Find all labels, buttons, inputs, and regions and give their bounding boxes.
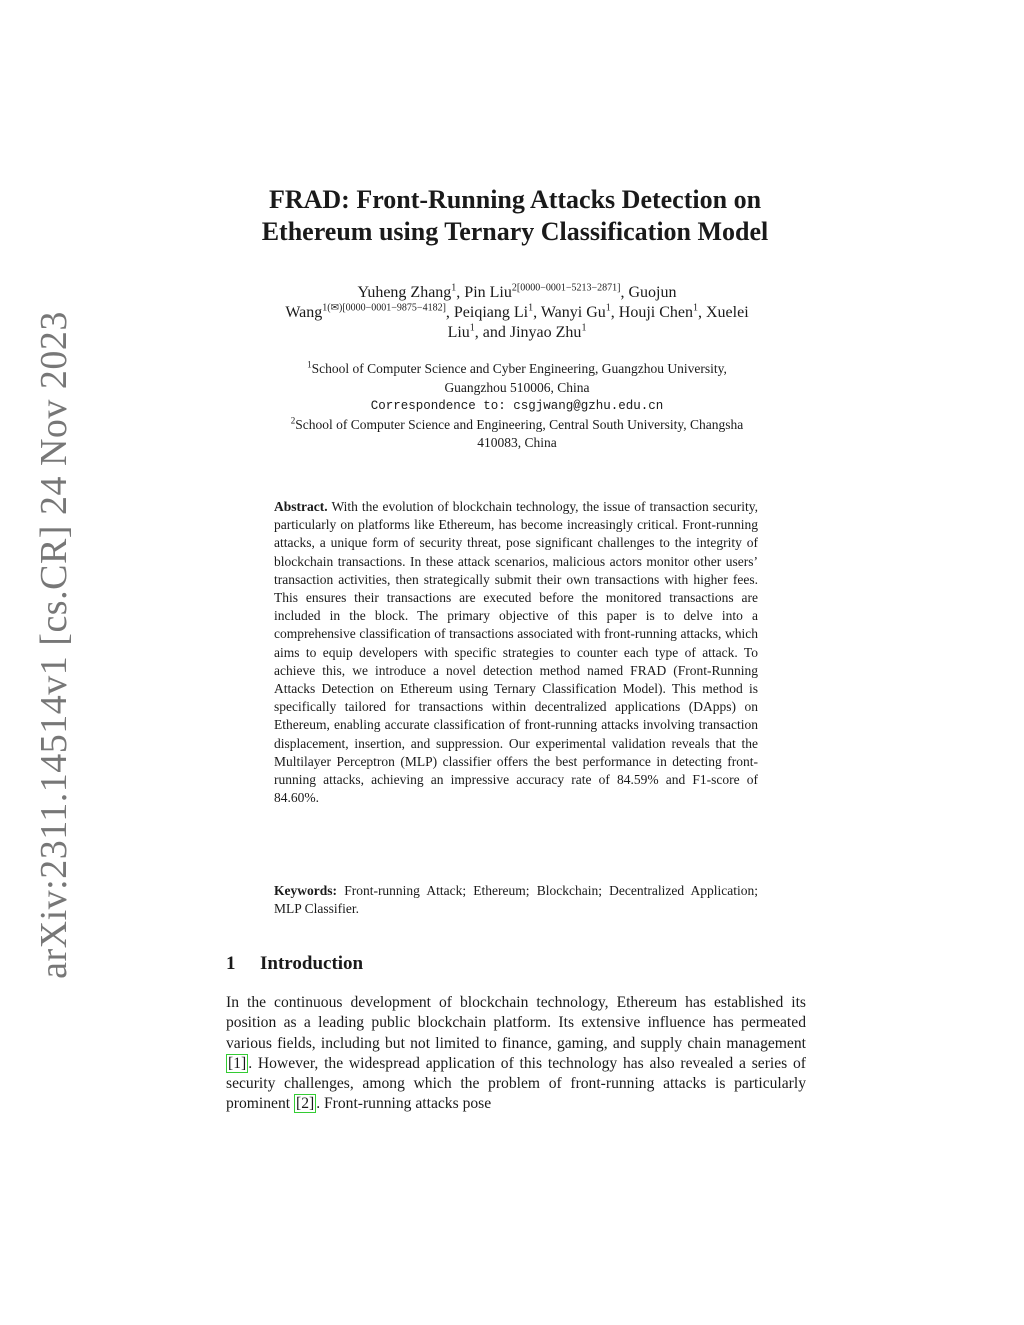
- author-name: Liu: [447, 324, 470, 341]
- introduction-paragraph: In the continuous development of blockchain technology, Ethereum has established its position as a leading public blockchain platform. Its extensive influence has permeated various fields, including but not limited to finance, gaming, and supply chain management [1] . However, the widespread application of this technology has also revealed a series of security challenges, among which the problem of front-running attacks is particularly prominent [2] . Front-running attacks pose: [226, 994, 806, 1113]
- author-affil-sup: 1: [451, 282, 457, 294]
- keywords: [274, 882, 758, 918]
- section-number: 1: [226, 953, 236, 974]
- author-name: Wang: [285, 304, 323, 321]
- author-name: Peiqiang Li: [453, 304, 529, 321]
- author-orcid-sup: 1(✉)[0000−0001−9875−4182]: [322, 302, 446, 314]
- keywords-label: Keywords:: [274, 883, 337, 898]
- correspondence-email: Correspondence to: csgjwang@gzhu.edu.cn: [370, 399, 664, 413]
- affiliation-1-line-2: Guangzhou 510006, China: [444, 379, 590, 395]
- keywords-text: Front-running Attack; Ethereum; Blockchain; Decentralized Application; MLP Classifier.: [274, 883, 758, 917]
- author-affil-sup: 1: [692, 302, 698, 314]
- affiliation-2-line-2: 410083, China: [477, 435, 557, 450]
- author-name: Xuelei: [705, 304, 749, 321]
- author-name: Wanyi Gu: [540, 304, 606, 321]
- paper-title: [200, 184, 830, 248]
- author-affil-sup: 1: [469, 322, 475, 334]
- author-name: Houji Chen: [618, 304, 693, 321]
- affiliation-2-line-1: $^2$School of Computer Science and Engineering, Central South University, Changsha: [290, 415, 744, 432]
- affiliation-marker: 2: [290, 415, 296, 425]
- section-title: Introduction: [260, 953, 364, 974]
- citation-link-2[interactable]: [2]: [296, 1095, 315, 1113]
- author-name: Guojun: [628, 284, 677, 301]
- affiliation-1-line-1: $^1$School of Computer Science and Cyber Engineering, Guangzhou University,: [307, 359, 727, 376]
- author-orcid-sup: 2[0000−0001−5213−2871]: [511, 282, 621, 294]
- citation-link-1[interactable]: [1]: [228, 1054, 247, 1072]
- author-affil-sup: 1: [605, 302, 611, 314]
- author-affil-sup: 1: [528, 302, 534, 314]
- section-heading-introduction: [226, 952, 363, 976]
- affiliation-block: [222, 360, 812, 453]
- title-line-1: FRAD: Front-Running Attacks Detection on: [268, 185, 762, 214]
- author-list: [222, 283, 812, 343]
- author-line-2: Wang$^{1(✉)[0000-0001-9875-4182]}$, Peiqiang Li$^1$, Wanyi Gu$^1$, Houji Chen$^1$, Xuelei: [285, 302, 749, 321]
- author-name: Yuheng Zhang: [357, 284, 452, 301]
- author-affil-sup: 1: [581, 322, 587, 334]
- abstract-label: Abstract.: [274, 499, 328, 514]
- title-line-2: Ethereum using Ternary Classification Model: [261, 217, 769, 246]
- author-name: Pin Liu: [464, 284, 512, 301]
- arxiv-identifier-stamp: arXiv:2311.14514v1 [cs.CR] 24 Nov 2023: [33, 311, 75, 979]
- author-name: and Jinyao Zhu: [482, 324, 582, 341]
- author-line-1: Yuheng Zhang$^1$, Pin Liu$^{2[0000-0001-5213-2871]}$, Guojun: [357, 282, 677, 301]
- abstract: [274, 498, 758, 807]
- author-line-3: Liu$^1$, and Jinyao Zhu$^1$: [447, 322, 587, 341]
- affiliation-marker: 1: [307, 359, 312, 370]
- abstract-text: With the evolution of blockchain technology, the issue of transaction security, particularly on platforms like Ethereum, has become increasingly critical. Front-running attacks, a unique form of security threat, pose significant challenges to the integrity of blockchain transactions. In these attack scenarios, malicious actors monitor other users’ transaction activities, then strategically submit their own transactions with higher fees. This ensures their transactions are executed before the monitored transactions are included in the block. The primary objective of this paper is to delve into a comprehensive classification of transactions associated with front-running attacks, which aims to equip developers with specific strategies to counter each type of attack. To achieve this, we introduce a novel detection method named FRAD (Front-Running Attacks Detection on Ethereum using Ternary Classification Model). This method is specifically tailored for transactions within decentralized applications (DApps) on Ethereum, enabling accurate classification of front-running attacks involving transaction displacement, insertion, and suppression. Our experimental validation reveals that the Multilayer Perceptron (MLP) classifier offers the best performance in detecting front-running attacks, achieving an impressive accuracy rate of 84.59% and F1-score of 84.60%.: [274, 499, 758, 806]
